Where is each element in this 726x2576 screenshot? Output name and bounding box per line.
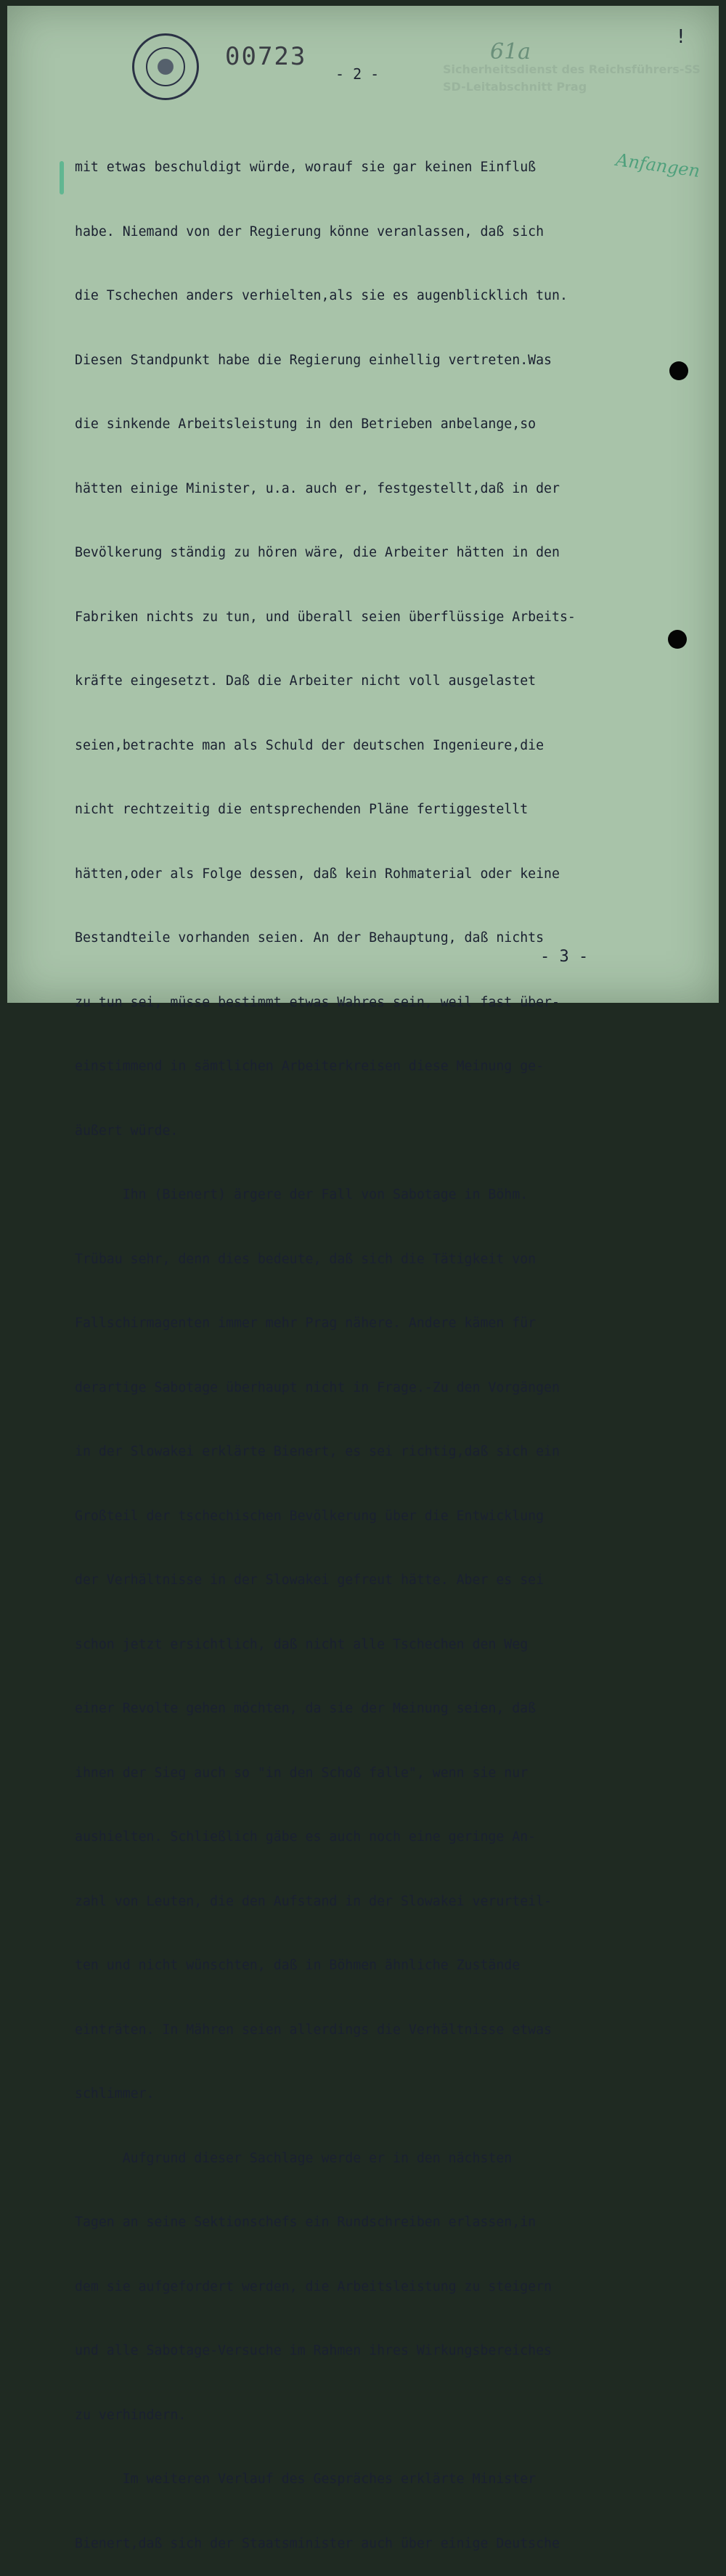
text-line: kräfte eingesetzt. Daß die Arbeiter nicht voll ausgelastet: [75, 673, 537, 689]
text-line: schon jetzt ersichtlich, daß nicht alle Tschechen den Weg: [75, 1636, 529, 1652]
text-line: hätten einige Minister, u.a. auch er, festgestellt,daß in der: [75, 480, 560, 496]
text-line: habe. Niemand von der Regierung könne veranlassen, daß sich: [75, 223, 544, 239]
text-line: und alle Sabotage-Versuche im Rahmen ihres Wirkungsbereiches: [75, 2343, 552, 2358]
text-line: nicht rechtzeitig die entsprechenden Pläne fertiggestellt: [75, 802, 529, 817]
bleed-line-2: SD-Leitabschnitt Prag: [443, 80, 587, 94]
text-line: derartige Sabotage überhaupt nicht in Frage.-Zu den Vorgängen: [75, 1379, 560, 1395]
text-line: Bestandteile vorhanden seien. An der Behauptung, daß nichts: [75, 930, 544, 946]
bleed-through-letterhead: [443, 61, 701, 96]
text-line: ten und nicht wünschten, daß in Böhmen ähnliche Zustände: [75, 1958, 521, 1973]
text-line: dem sie aufgefordert werden, die Arbeitsleistung zu steigern: [75, 2278, 552, 2294]
stamp-emblem-icon: [146, 47, 185, 86]
text-line: Fabriken nichts zu tun, und überall seien überflüssige Arbeits-: [75, 609, 576, 625]
text-line: Ihn (Bienert) ärgere der Fall von Sabotage in Böhm.: [75, 1187, 529, 1202]
text-line: Tagen an seine Sektionschefs ein Rundschreiben erlassen,in: [75, 2215, 537, 2230]
punch-hole: [668, 630, 687, 649]
green-margin-mark: [60, 161, 64, 194]
text-line: die Tschechen anders verhielten,als sie es augenblicklich tun.: [75, 288, 568, 303]
archive-stamp: [132, 33, 199, 100]
bleed-line-1: Sicherheitsdienst des Reichsführers-SS: [443, 62, 701, 76]
document-number: 00723: [225, 42, 307, 71]
page-number: - 2 -: [335, 65, 380, 83]
text-line: hätten,oder als Folge dessen, daß kein Rohmaterial oder keine: [75, 866, 560, 882]
text-line: Im weiteren Verlauf des Gespräches erklärte Minister: [75, 2472, 537, 2487]
text-line: der Verhältnisse in der Slowakei gefreut hätte. Aber es sei: [75, 1572, 544, 1588]
punch-hole: [669, 361, 688, 380]
text-line: schlimmer.: [75, 2086, 155, 2101]
handwritten-margin-note: Anfangen: [614, 149, 701, 181]
text-line: Großteil der tschechischen Bevölkerung über die Entwicklung: [75, 1508, 544, 1524]
text-line: ihnen der Sieg auch so "in den Schoß falle", wenn sie nur: [75, 1765, 529, 1781]
text-line: aushielten. Schließlich gäbe es auch noch eine geringe An-: [75, 1829, 537, 1845]
text-line: seien,betrachte man als Schuld der deutschen Ingenieure,die: [75, 737, 544, 753]
tick-mark: !: [675, 26, 687, 48]
text-line: äußert würde.: [75, 1123, 179, 1139]
text-line: die sinkende Arbeitsleistung in den Betrieben anbelange,so: [75, 417, 537, 432]
text-line: einer Revolte gehen möchten, da sie der Meinung seien, daß: [75, 1701, 537, 1716]
text-line: Trübau sehr, denn dies bedeute, daß sich die Tätigkeit von: [75, 1251, 537, 1267]
text-line: zahl von Leuten, die den Aufstand in der Slowakei verurteil-: [75, 1893, 552, 1909]
text-line: in der Slowakei erklärte Bienert, es sei richtig,daß sich ein: [75, 1444, 560, 1459]
text-line: Aufgrund dieser Sachlage werde er in den nächsten: [75, 2150, 513, 2166]
text-line: zu verhindern.: [75, 2407, 187, 2423]
handwritten-folio: 61a: [490, 39, 531, 65]
text-line: Bienert,daß sich der Staatsminister auch über einige Deutsche: [75, 2535, 560, 2551]
text-line: Fallschirmagenten immer mehr Prag nähere. Andere kämen für: [75, 1316, 537, 1331]
typed-body-text: [75, 114, 648, 2576]
text-line: einträten. In Mähren seien allerdings die Verhältnisse etwas: [75, 2022, 552, 2038]
text-line: einstimmend in sämtlichen Arbeiterkreisen diese Meinung ge-: [75, 1059, 544, 1074]
text-line: mit etwas beschuldigt würde, worauf sie gar keinen Einfluß: [75, 160, 537, 175]
next-page-indicator: - 3 -: [540, 948, 589, 966]
text-line: Bevölkerung ständig zu hören wäre, die Arbeiter hätten in den: [75, 545, 560, 560]
text-line: Diesen Standpunkt habe die Regierung einhellig vertreten.Was: [75, 352, 552, 368]
text-line: zu tun sei, müsse bestimmt etwas Wahres sein, weil fast über-: [75, 994, 560, 1010]
